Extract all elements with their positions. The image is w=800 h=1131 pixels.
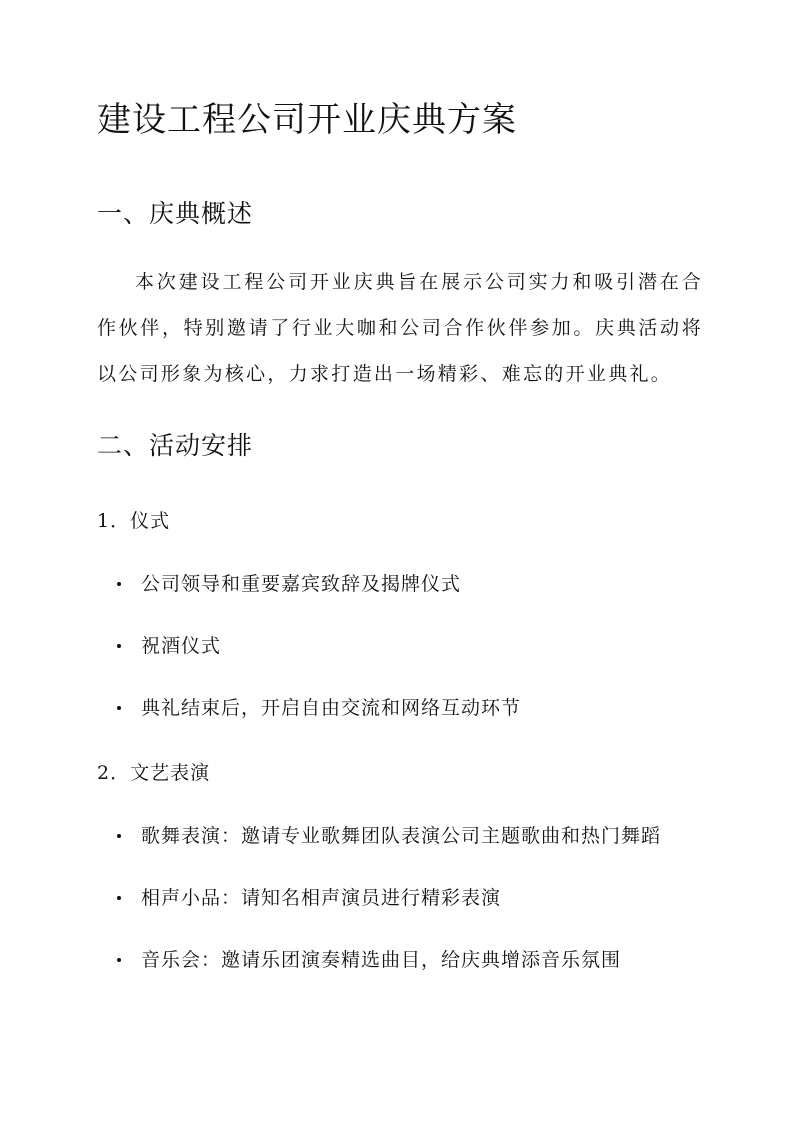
list-item-text: 歌舞表演：邀请专业歌舞团队表演公司主题歌曲和热门舞蹈 — [141, 825, 662, 847]
overview-paragraph: 本次建设工程公司开业庆典旨在展示公司实力和吸引潜在合作伙伴，特别邀请了行业大咖和公司合作伙伴参加。庆典活动将以公司形象为核心，力求打造出一场精彩、难忘的开业典礼。 — [97, 271, 703, 385]
list-item-text: 音乐会：邀请乐团演奏精选曲目，给庆典增添音乐氛围 — [141, 949, 622, 971]
list-item-text: 祝酒仪式 — [141, 635, 222, 657]
subsection-heading-performance: 2．文艺表演 — [97, 762, 211, 784]
document-title: 建设工程公司开业庆典方案 — [97, 100, 517, 140]
list-item — [117, 945, 621, 975]
list-item — [117, 693, 521, 723]
bullet-icon — [117, 644, 121, 648]
bullet-icon — [117, 958, 121, 962]
section-heading-overview: 一、庆典概述 — [97, 199, 254, 228]
list-item-text: 公司领导和重要嘉宾致辞及揭牌仪式 — [141, 573, 462, 595]
bullet-icon — [117, 896, 121, 900]
bullet-icon — [117, 582, 121, 586]
section-heading-arrangement: 二、活动安排 — [97, 431, 254, 460]
bullet-icon — [117, 706, 121, 710]
list-item-text: 典礼结束后，开启自由交流和网络互动环节 — [141, 697, 522, 719]
list-item — [117, 569, 461, 599]
list-item — [117, 821, 661, 851]
subsection-heading-ceremony: 1．仪式 — [97, 510, 171, 532]
list-item — [117, 631, 221, 661]
list-item-text: 相声小品：请知名相声演员进行精彩表演 — [141, 887, 502, 909]
list-item — [117, 883, 501, 913]
bullet-icon — [117, 834, 121, 838]
